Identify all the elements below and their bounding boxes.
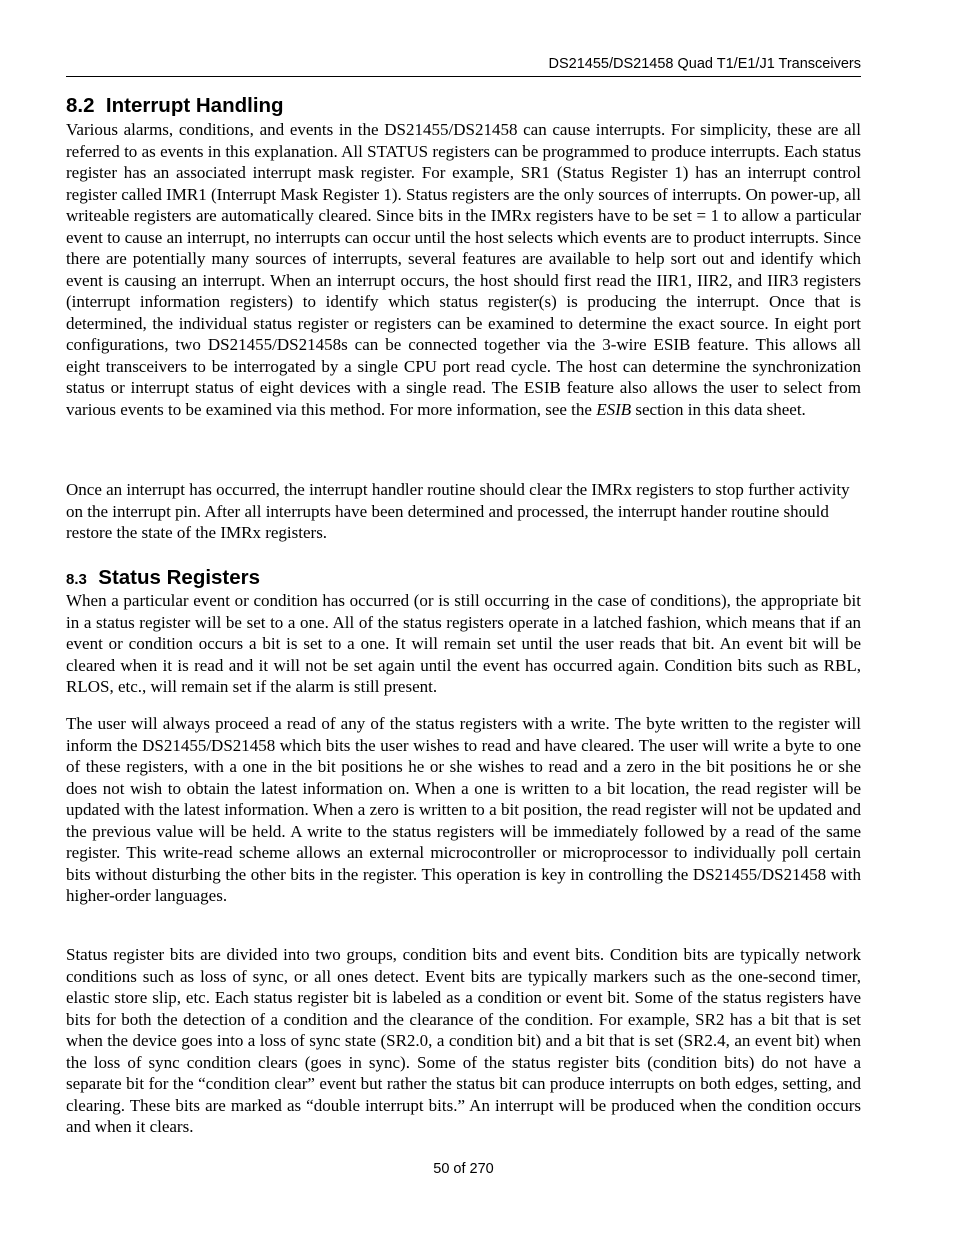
section-number: 8.2 [66, 94, 95, 117]
status-registers-paragraph-3: Status register bits are divided into two groups, condition bits and event bits. Condition bits are typically network conditions such as loss of sync, or all ones detect. Event bits are typically markers such as the one-second timer, elastic store slip, etc. Each status register bit is labeled as a condition or event bit. Some of the status registers have bits for both the detection of a condition and the clearance of the condition. For example, SR2 has a bit that is set when the device goes into a loss of sync state (SR2.0, a condition bit) and a bit that is set (SR2.4, an event bit) when the loss of sync condition clears (goes in sync). Some of the status register bits (condition bits) do not have a separate bit for the “condition clear” event but rather the status bit can produce interrupts on both edges, setting, and clearing. These bits are marked as “double interrupt bits.” An interrupt will be produced when the condition occurs and when it clears. [66, 945, 861, 1136]
para-text: Various alarms, conditions, and events in the DS21455/DS21458 can cause interrupts. For simplicity, these are all referred to as events in this explanation. All STATUS registers can be programmed to produce interrupts. Each status register has an associated interrupt mask register. For example, SR1 (Status Register 1) has an interrupt control register called IMR1 (Interrupt Mask Register 1). Status registers are the only sources of interrupts. On power-up, all writeable registers are automatically cleared. Since bits in the IMRx registers have to be set = 1 to allow a particular event to cause an interrupt, no interrupts can occur until the host selects which events are to product interrupts. Since there are potentially many sources of interrupts, several features are available to help sort out and identify which event is causing an interrupt. When an interrupt occurs, the host should first read the IIR1, IIR2, and IIR3 registers (interrupt information registers) to identify which status register(s) is producing the interrupt. Once that is determined, the individual status register or registers can be examined to determine the exact source. In eight port configurations, two DS21455/DS21458s can be connected together via the 3-wire ESIB feature. This allows all eight transceivers to be interrogated by a single CPU port read cycle. The host can determine the synchronization status or interrupt status of eight devices with a single read. The ESIB feature also allows the user to select from various events to be examined via this method. For more information, see the [66, 120, 861, 419]
heading-interrupt-handling [66, 94, 284, 118]
header-divider [66, 76, 861, 77]
interrupt-handling-paragraph-1 [66, 119, 861, 420]
section-title: Interrupt Handling [105, 94, 284, 117]
status-registers-paragraph-1: When a particular event or condition has occurred (or is still occurring in the case of conditions), the appropriate bit in a status register will be set to a one. All of the status registers operate in a latched fashion, which means that if an event or condition occurs a bit is set to a one. It will remain set until the user reads that bit. An event bit will be cleared when it is read and it will not be set again until the event has occurred again. Condition bits such as RBL, RLOS, etc., will remain set if the alarm is still present. [66, 591, 861, 696]
status-registers-paragraph-2: The user will always proceed a read of any of the status registers with a write. The byte written to the register will inform the DS21455/DS21458 which bits the user wishes to read and have cleared. The user will write a byte to one of these registers, with a one in the bit positions he or she wishes to read and a zero in the bit positions he or she does not wish to obtain the latest information on. When a one is written to a bit location, the read register will be updated with the latest information. When a zero is written to a bit position, the read register will not be updated and the previous value will be held. A write to the status registers will be immediately followed by a read of the same register. This write-read scheme allows an external microcontroller or microprocessor to individually poll certain bits without disturbing the other bits in the register. This operation is key in controlling the DS21455/DS21458 with higher-order languages. [66, 714, 861, 905]
interrupt-handling-paragraph-2: Once an interrupt has occurred, the interrupt handler routine should clear the IMRx registers to stop further activity on the interrupt pin. After all interrupts have been determined and processed, the interrupt hander routine should restore the state of the IMRx registers. [66, 480, 850, 542]
heading-status-registers [66, 566, 260, 592]
section-title: Status Registers [98, 566, 261, 589]
section-number: 8.3 [66, 571, 87, 588]
page-number: 50 of 270 [433, 1161, 494, 1177]
esib-reference: ESIB [596, 399, 632, 419]
para-text: section in this data sheet. [631, 399, 806, 419]
running-header: DS21455/DS21458 Quad T1/E1/J1 Transceivers [548, 56, 861, 72]
